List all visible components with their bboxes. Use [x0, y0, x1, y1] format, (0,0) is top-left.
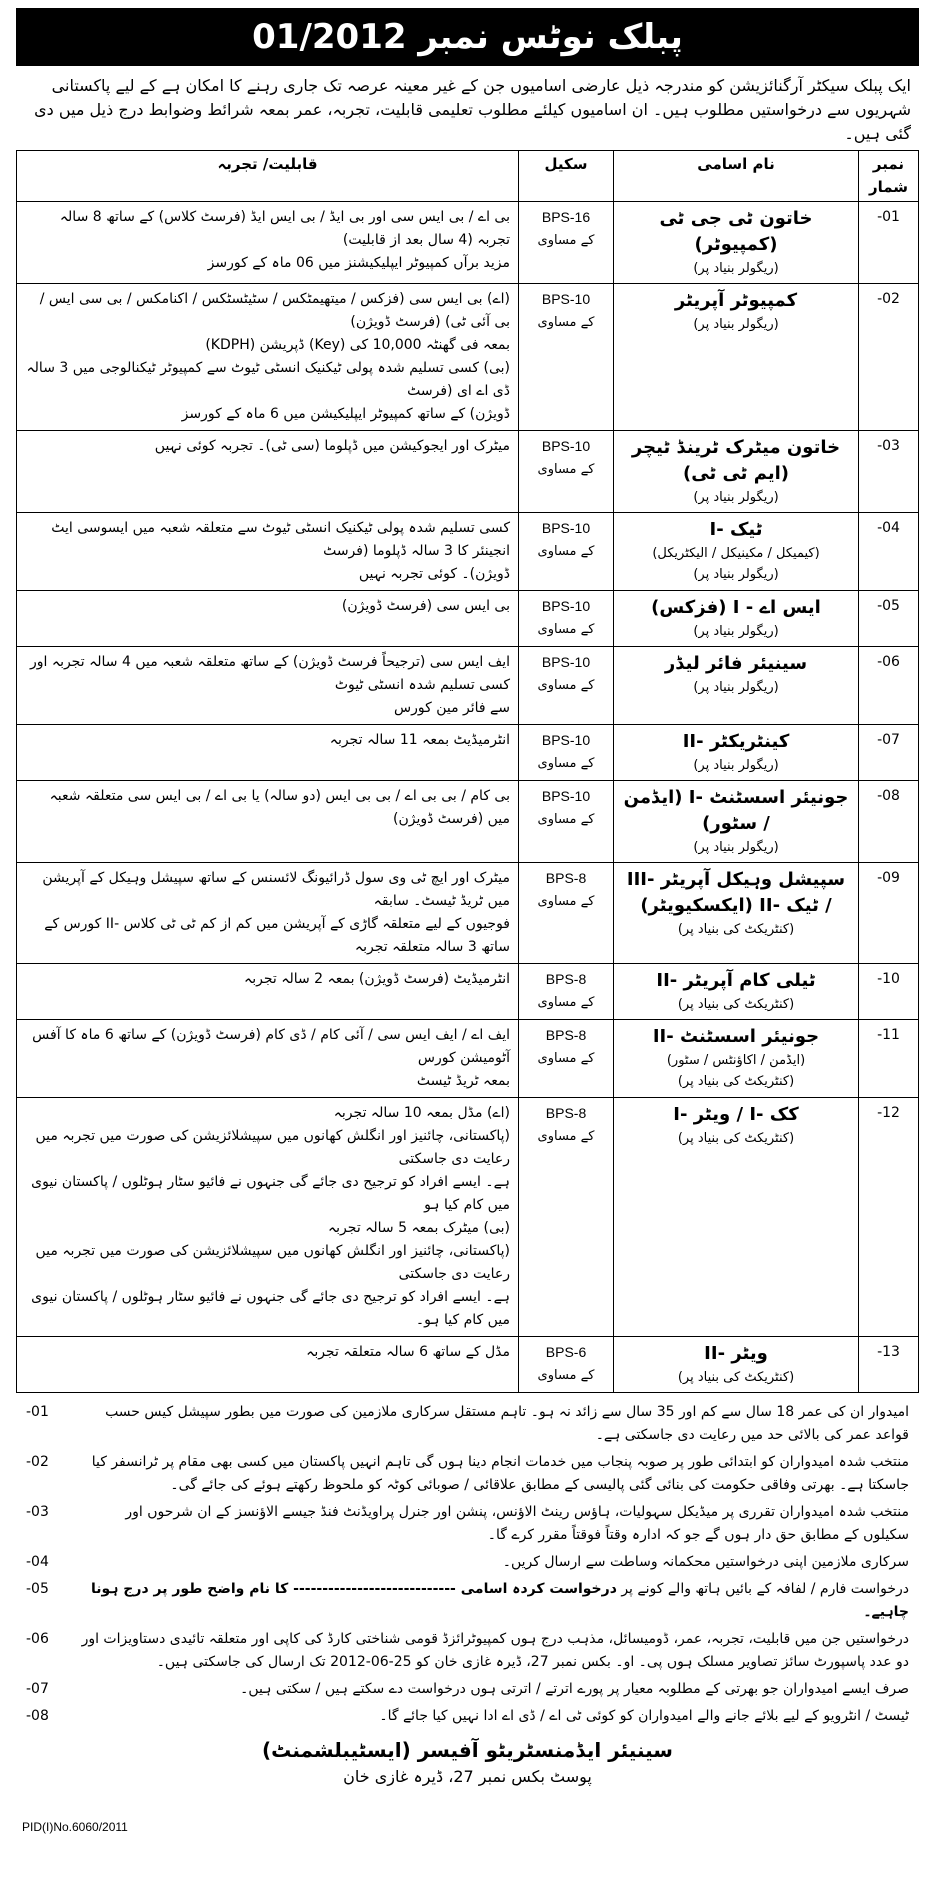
post-basis: (کنٹریکٹ کی بنیاد پر): [677, 1370, 795, 1385]
qualification-line: (اے) بی ایس سی (فزکس / میتھیمٹکس / سٹیٹسٹکس / اکنامکس / بی سی ایس / بی آئی ٹی) (فرسٹ ڈویژن): [39, 291, 510, 330]
qualification-line: (پاکستانی، چائنیز اور انگلش کھانوں میں سپیشلائزیشن کی صورت میں تجربہ میں رعایت دی جاسکتی: [35, 1243, 510, 1282]
qualification-line: ایف ایس سی (ترجیحاً فرسٹ ڈویژن) کے ساتھ متعلقہ شعبہ میں 4 سالہ تجربہ اور کسی تسلیم شدہ انسٹی ٹیوٹ: [30, 654, 510, 693]
post-basis: (کیمیکل / مکینیکل / الیکٹریکل): [652, 546, 820, 561]
row-post-cell: [614, 1020, 859, 1098]
row-scale-cell: [519, 1098, 614, 1337]
row-scale-cell: [519, 591, 614, 647]
row-serial-no: -13: [859, 1337, 919, 1393]
post-name: خاتون ٹی جی ٹی (کمپیوٹر): [659, 208, 813, 255]
table-row: [17, 781, 919, 863]
term-text-wrap: [72, 1705, 909, 1728]
term-text-wrap: [72, 1501, 909, 1547]
post-name: کینٹریکٹر -II: [682, 731, 790, 752]
row-scale-cell: [519, 1020, 614, 1098]
row-scale-cell: [519, 1337, 614, 1393]
row-qualification-cell: [17, 431, 519, 513]
term-item: [26, 1401, 909, 1447]
row-scale-cell: [519, 863, 614, 964]
bps-grade: BPS-10: [541, 520, 591, 536]
signature-block: [16, 1736, 919, 1790]
equivalent-label: کے مساوی: [537, 995, 595, 1010]
qualification-line: (پاکستانی، چائنیز اور انگلش کھانوں میں سپیشلائزیشن کی صورت میں تجربہ میں رعایت دی جاسکتی: [35, 1128, 510, 1167]
post-name: سینیئر فائر لیڈر: [664, 653, 808, 674]
row-scale-cell: [519, 284, 614, 431]
post-basis: (ریگولر بنیاد پر): [693, 758, 779, 773]
table-header-row: [17, 151, 919, 202]
term-text: منتخب شدہ امیدواران کو ابتدائی طور پر صوبہ پنجاب میں خدمات انجام دینا ہوں گی تاہم انہیں پاکستان میں کسی بھی مقام پر ٹرانسفر کیا جاسکتا ہے۔ بھرتی وفاقی حکومت کی بنائی گئی پالیسی کے مطابق علاقائی / صوبائی کوٹہ کو ملحوظ رکھتے ہوئے کی جائے گی۔: [91, 1454, 909, 1493]
bps-grade: BPS-6: [545, 1344, 587, 1360]
equivalent-label: کے مساوی: [537, 1129, 595, 1144]
post-basis: (ریگولر بنیاد پر): [693, 680, 779, 695]
term-text-wrap: [72, 1451, 909, 1497]
post-name: ایس اے - I (فزکس): [651, 597, 821, 618]
qualification-line: میٹرک اور ایجوکیشن میں ڈپلوما (سی ٹی)۔ تجربہ کوئی نہیں: [154, 438, 510, 454]
term-number: -08: [26, 1708, 49, 1724]
vacancies-table-body: [17, 202, 919, 1393]
row-post-cell: [614, 964, 859, 1020]
row-post-cell: [614, 863, 859, 964]
table-row: [17, 591, 919, 647]
header-qualification: قابلیت/ تجربہ: [17, 151, 519, 202]
bps-grade: BPS-8: [545, 1105, 587, 1121]
row-qualification-cell: [17, 647, 519, 725]
table-row: [17, 725, 919, 781]
term-text: ٹیسٹ / انٹرویو کے لیے بلائے جانے والے امیدواران کو کوئی ٹی اے / ڈی اے ادا نہیں کیا جائے گا۔: [379, 1708, 909, 1724]
row-serial-no: -07: [859, 725, 919, 781]
qualification-line: (بی) کسی تسلیم شدہ پولی ٹیکنیک انسٹی ٹیوٹ سے کمپیوٹر ٹیکنالوجی میں 3 سالہ ڈی اے ای (فرسٹ: [26, 360, 510, 399]
row-serial-no: -05: [859, 591, 919, 647]
equivalent-label: کے مساوی: [537, 894, 595, 909]
term-text-wrap: [72, 1578, 909, 1624]
row-qualification-cell: [17, 964, 519, 1020]
equivalent-label: کے مساوی: [537, 233, 595, 248]
table-row: [17, 964, 919, 1020]
post-basis: (ریگولر بنیاد پر): [693, 840, 779, 855]
row-scale-cell: [519, 964, 614, 1020]
qualification-line: ہے۔ ایسے افراد کو ترجیح دی جائے گی جنہوں نے فائیو سٹار ہوٹلوں / پاکستان نیوی میں کام کیا ہو: [31, 1174, 510, 1213]
row-post-cell: [614, 591, 859, 647]
row-post-cell: [614, 431, 859, 513]
term-number: -05: [26, 1581, 49, 1597]
row-qualification-cell: [17, 781, 519, 863]
post-basis: (کنٹریکٹ کی بنیاد پر): [677, 997, 795, 1012]
row-qualification-cell: [17, 202, 519, 284]
row-qualification-cell: [17, 284, 519, 431]
table-row: [17, 647, 919, 725]
row-post-cell: [614, 284, 859, 431]
term-text: درخواستیں جن میں قابلیت، تجربہ، عمر، ڈومیسائل، مذہب درج ہوں کمپیوٹرائزڈ قومی شناختی کارڈ کی کاپی اور متعلقہ تائیدی دستاویزات اور دو عدد پاسپورٹ سائز تصاویر مسلک ہوں پی۔ او۔ بکس نمبر 27، ڈیرہ غازی خان کو 25-06-2012 تک ارسال کی جاسکتی ہیں۔: [81, 1631, 909, 1670]
term-text-wrap: [72, 1628, 909, 1674]
qualification-line: انٹرمیڈیٹ (فرسٹ ڈویژن) بمعہ 2 سالہ تجربہ: [244, 971, 510, 987]
qualification-line: مزید برآں کمپیوٹر ایپلیکیشنز میں 06 ماہ کے کورسز: [207, 255, 510, 271]
bps-grade: BPS-10: [541, 732, 591, 748]
row-serial-no: -12: [859, 1098, 919, 1337]
post-basis: (ریگولر بنیاد پر): [693, 624, 779, 639]
post-basis: (ریگولر بنیاد پر): [693, 567, 779, 582]
post-basis: (کنٹریکٹ کی بنیاد پر): [677, 1131, 795, 1146]
post-name: کمپیوٹر آپریٹر: [674, 290, 798, 311]
qualification-line: ڈویژن) کے ساتھ کمپیوٹر ایپلیکیشن میں 6 ماہ کے کورسز: [181, 406, 510, 422]
post-name: کک -I / ویٹر -I: [673, 1104, 799, 1125]
row-post-cell: [614, 725, 859, 781]
qualification-line: ایف اے / ایف ایس سی / آئی کام / ڈی کام (فرسٹ ڈویژن) کے ساتھ 6 ماہ کا آفس آٹومیشن کورس: [32, 1027, 510, 1066]
term-item: [26, 1551, 909, 1574]
qualification-line: (اے) مڈل بمعہ 10 سالہ تجربہ: [333, 1105, 510, 1121]
term-text-wrap: [72, 1401, 909, 1447]
table-row: [17, 1337, 919, 1393]
term-item: [26, 1501, 909, 1547]
row-serial-no: -03: [859, 431, 919, 513]
header-post-name: نام اسامی: [614, 151, 859, 202]
pid-number: PID(I)No.6060/2011: [22, 1820, 128, 1834]
term-number: -03: [26, 1504, 49, 1520]
row-serial-no: -10: [859, 964, 919, 1020]
term-text-wrap: [72, 1678, 909, 1701]
row-serial-no: -08: [859, 781, 919, 863]
post-basis: (ریگولر بنیاد پر): [693, 317, 779, 332]
table-row: [17, 284, 919, 431]
equivalent-label: کے مساوی: [537, 1368, 595, 1383]
qualification-line: کسی تسلیم شدہ پولی ٹیکنیک انسٹی ٹیوٹ سے متعلقہ شعبہ میں ایسوسی ایٹ انجینئر کا 3 سالہ ڈپلوما (فرسٹ: [51, 520, 510, 559]
term-emphasis: درخواست کردہ اسامی ---------------------------- کا نام واضح طور پر درج ہونا چاہیے۔: [90, 1581, 909, 1620]
term-text: سرکاری ملازمین اپنی درخواستیں محکمانہ وساطت سے ارسال کریں۔: [502, 1554, 909, 1570]
equivalent-label: کے مساوی: [537, 622, 595, 637]
post-basis: (ریگولر بنیاد پر): [693, 261, 779, 276]
row-post-cell: [614, 1098, 859, 1337]
header-scale: سکیل: [519, 151, 614, 202]
qualification-line: بی ایس سی (فرسٹ ڈویژن): [341, 598, 510, 614]
vacancies-table: [16, 150, 919, 1393]
term-item: [26, 1578, 909, 1624]
row-serial-no: -02: [859, 284, 919, 431]
equivalent-label: کے مساوی: [537, 678, 595, 693]
row-serial-no: -01: [859, 202, 919, 284]
equivalent-label: کے مساوی: [537, 462, 595, 477]
bps-grade: BPS-8: [545, 971, 587, 987]
table-row: [17, 513, 919, 591]
term-number: -02: [26, 1454, 49, 1470]
term-text: صرف ایسے امیدواران جو بھرتی کے مطلوبہ معیار پر پورے اترتے / اترتی ہوں درخواست دے سکتے ہیں / سکتی ہیں۔: [240, 1681, 909, 1697]
row-scale-cell: [519, 781, 614, 863]
post-basis: (کنٹریکٹ کی بنیاد پر): [677, 1074, 795, 1089]
term-number: -06: [26, 1631, 49, 1647]
term-number: -04: [26, 1554, 49, 1570]
bps-grade: BPS-8: [545, 1027, 587, 1043]
row-post-cell: [614, 781, 859, 863]
post-name: جونیئر اسسٹنٹ -I (ایڈمن / سٹور): [623, 787, 849, 834]
qualification-line: سے فائر مین کورس: [394, 700, 510, 716]
row-serial-no: -04: [859, 513, 919, 591]
term-text: منتخب شدہ امیدواران تقرری پر میڈیکل سہولیات، ہاؤس رینٹ الاؤنس، پنشن اور جنرل پراویڈنٹ فنڈ جیسے الاؤنسز کے ان شرحوں اور سکیلوں کے مطابق حق دار ہوں گے جو کہ ادارہ وقتاً فوقتاً مقرر کرے گا۔: [125, 1504, 909, 1543]
qualification-line: فوجیوں کے لیے متعلقہ گاڑی کے آپریشن میں کم از کم ٹی ٹی کلاس -II کورس کے ساتھ 3 سالہ متعلقہ تجربہ: [44, 916, 510, 955]
equivalent-label: کے مساوی: [537, 756, 595, 771]
qualification-line: بمعہ ٹریڈ ٹیسٹ: [416, 1073, 510, 1089]
row-scale-cell: [519, 202, 614, 284]
qualification-line: بی اے / بی ایس سی اور بی ایڈ / بی ایس ایڈ (فرسٹ کلاس) کے ساتھ 8 سالہ تجربہ (4 سال بعد از قابلیت): [59, 209, 510, 248]
terms-list: [16, 1393, 919, 1728]
signing-office: سینیئر ایڈمنسٹریٹو آفیسر (ایسٹیبلشمنٹ): [262, 1738, 673, 1762]
post-name: جونیئر اسسٹنٹ -II: [652, 1026, 820, 1047]
table-row: [17, 1020, 919, 1098]
table-row: [17, 431, 919, 513]
post-basis: (کنٹریکٹ کی بنیاد پر): [677, 922, 795, 937]
term-item: [26, 1678, 909, 1701]
post-basis: (ایڈمن / اکاؤنٹس / سٹور): [666, 1053, 806, 1068]
row-qualification-cell: [17, 1020, 519, 1098]
equivalent-label: کے مساوی: [537, 315, 595, 330]
term-item: [26, 1705, 909, 1728]
qualification-line: انٹرمیڈیٹ بمعہ 11 سالہ تجربہ: [329, 732, 510, 748]
row-post-cell: [614, 202, 859, 284]
signing-address: پوسٹ بکس نمبر 27، ڈیرہ غازی خان: [343, 1767, 592, 1786]
table-row: [17, 863, 919, 964]
row-post-cell: [614, 513, 859, 591]
qualification-line: مڈل کے ساتھ 6 سالہ متعلقہ تجربہ: [306, 1344, 510, 1360]
table-row: [17, 1098, 919, 1337]
bps-grade: BPS-8: [545, 870, 587, 886]
row-qualification-cell: [17, 513, 519, 591]
term-item: [26, 1628, 909, 1674]
row-post-cell: [614, 1337, 859, 1393]
row-qualification-cell: [17, 863, 519, 964]
row-qualification-cell: [17, 1337, 519, 1393]
row-scale-cell: [519, 725, 614, 781]
term-text-wrap: [72, 1551, 909, 1574]
post-name: سپیشل وہیکل آپریٹر -III / ٹیک -II (ایکسکیویٹر): [626, 869, 846, 916]
term-number: -07: [26, 1681, 49, 1697]
bps-grade: BPS-10: [541, 654, 591, 670]
intro-paragraph: ایک پبلک سیکٹر آرگنائزیشن کو مندرجہ ذیل عارضی اسامیوں جن کے غیر معینہ عرصہ تک جاری رہنے کا امکان ہے کے لیے پاکستانی شہریوں سے درخواستیں مطلوب ہیں۔ ان اسامیوں کیلئے مطلوب تعلیمی قابلیت، تجربہ، عمر بمعہ شرائط وضوابط درج ذیل میں دی گئی ہیں۔: [34, 76, 911, 143]
table-row: [17, 202, 919, 284]
qualification-line: ہے۔ ایسے افراد کو ترجیح دی جائے گی جنہوں نے فائیو سٹار ہوٹلوں / پاکستان نیوی میں کام کیا ہو۔: [31, 1289, 510, 1328]
qualification-line: (بی) میٹرک بمعہ 5 سالہ تجربہ: [327, 1220, 510, 1236]
header-serial-no: نمبر شمار: [859, 151, 919, 202]
qualification-line: بی کام / بی بی اے / بی بی ایس (دو سالہ) یا بی اے / بی ایس سی متعلقہ شعبہ میں (فرسٹ ڈویژن): [49, 788, 510, 827]
row-serial-no: -09: [859, 863, 919, 964]
row-serial-no: -06: [859, 647, 919, 725]
term-number: -01: [26, 1404, 49, 1420]
equivalent-label: کے مساوی: [537, 812, 595, 827]
qualification-line: ڈویژن)۔ کوئی تجربہ نہیں: [358, 566, 510, 582]
bps-grade: BPS-10: [541, 788, 591, 804]
row-post-cell: [614, 647, 859, 725]
row-serial-no: -11: [859, 1020, 919, 1098]
qualification-line: بمعہ فی گھنٹہ 10,000 کی (Key) ڈپریشن (KDPH): [205, 337, 510, 353]
post-basis: (ریگولر بنیاد پر): [693, 490, 779, 505]
post-name: ٹیک -I: [709, 519, 763, 540]
term-text: درخواست فارم / لفافہ کے بائیں ہاتھ والے کونے پر: [621, 1581, 909, 1597]
post-name: ویٹر -II: [704, 1343, 768, 1364]
qualification-line: میٹرک اور ایچ ٹی وی سول ڈرائیونگ لائسنس کے ساتھ سپیشل وہیکل کے آپریشن میں ٹریڈ ٹیسٹ۔ سابقہ: [42, 870, 510, 909]
equivalent-label: کے مساوی: [537, 1051, 595, 1066]
term-text: امیدوار ان کی عمر 18 سال سے کم اور 35 سال سے زائد نہ ہو۔ تاہم مستقل سرکاری ملازمین کی صورت میں بطور سپیشل کیس حسب قواعد عمر کی بالائی حد میں رعایت دی جاسکتی ہے۔: [105, 1404, 909, 1443]
row-scale-cell: [519, 513, 614, 591]
post-name: خاتون میٹرک ٹرینڈ ٹیچر (ایم ٹی ٹی): [631, 437, 841, 484]
bps-grade: BPS-10: [541, 598, 591, 614]
term-item: [26, 1451, 909, 1497]
row-qualification-cell: [17, 1098, 519, 1337]
row-qualification-cell: [17, 591, 519, 647]
row-scale-cell: [519, 431, 614, 513]
notice-title-banner: پبلک نوٹس نمبر 01/2012: [16, 8, 919, 66]
post-name: ٹیلی کام آپریٹر -II: [656, 970, 816, 991]
bps-grade: BPS-10: [541, 291, 591, 307]
row-qualification-cell: [17, 725, 519, 781]
bps-grade: BPS-10: [541, 438, 591, 454]
row-scale-cell: [519, 647, 614, 725]
equivalent-label: کے مساوی: [537, 544, 595, 559]
bps-grade: BPS-16: [541, 209, 591, 225]
